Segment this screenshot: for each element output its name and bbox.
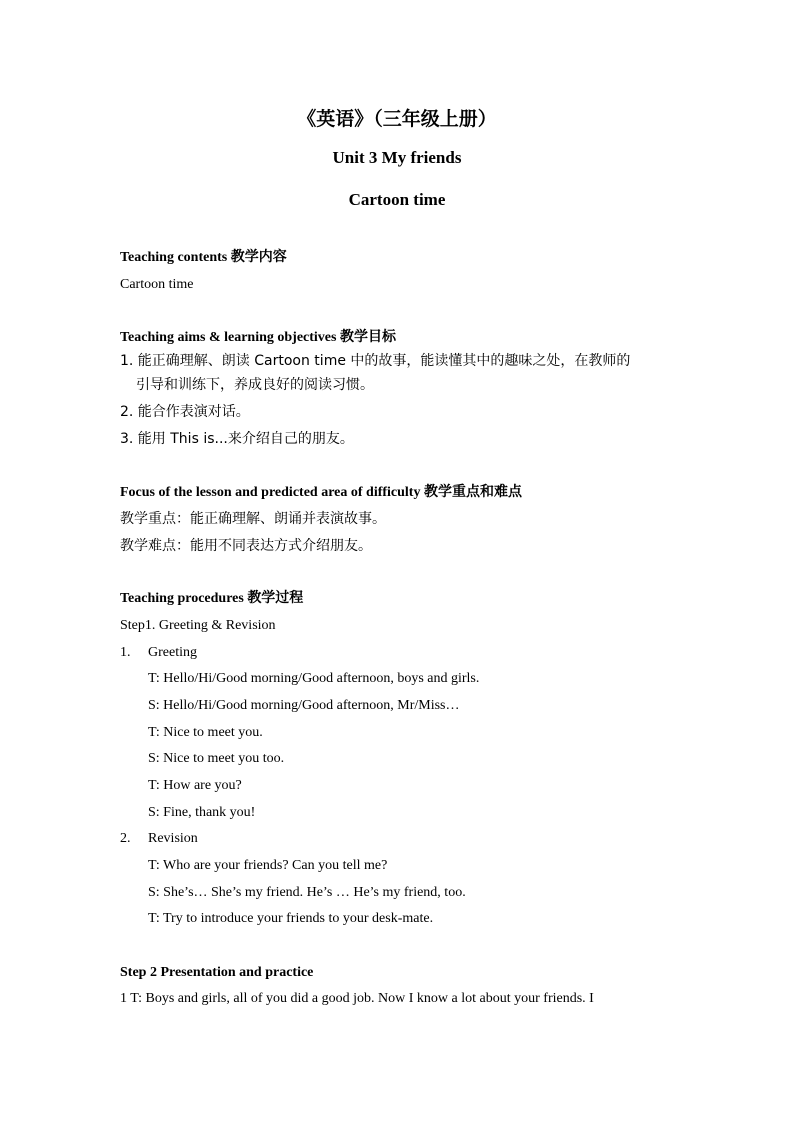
unit-title: Unit 3 My friends	[332, 148, 462, 167]
aims-item: 2. 能合作表演对话。	[120, 404, 250, 420]
dialogue-line: T: Nice to meet you.	[148, 725, 263, 740]
dialogue-line: T: Try to introduce your friends to your desk-mate.	[148, 911, 434, 926]
dialogue-line: S: Nice to meet you too.	[148, 751, 285, 766]
revision-subheading	[120, 830, 198, 848]
dialogue-line: T: Who are your friends? Can you tell me?	[148, 858, 388, 873]
focus-key-point: 教学重点：能正确理解、朗诵并表演故事。	[120, 511, 386, 527]
procedures-heading: Teaching procedures 教学过程	[120, 591, 304, 606]
focus-difficulty: 教学难点：能用不同表达方式介绍朋友。	[120, 538, 372, 554]
document-title: 《英语》（三年级上册）	[297, 109, 497, 130]
dialogue-line: S: She’s… She’s my friend. He’s … He’s my friend, too.	[148, 885, 466, 900]
dialogue-line: S: Hello/Hi/Good morning/Good afternoon, Mr/Miss…	[148, 698, 460, 713]
list-number: 1.	[120, 645, 131, 660]
focus-heading: Focus of the lesson and predicted area of difficulty 教学重点和难点	[120, 485, 522, 500]
aims-item-continued: 引导和训练下，养成良好的阅读习惯。	[136, 377, 374, 393]
greeting-subheading	[120, 644, 197, 662]
step1-heading: Step1. Greeting & Revision	[120, 618, 276, 633]
contents-heading: Teaching contents 教学内容	[120, 250, 287, 265]
aims-item: 3. 能用 This is...来介绍自己的朋友。	[120, 431, 354, 447]
lesson-title: Cartoon time	[348, 190, 446, 209]
dialogue-line: T: Hello/Hi/Good morning/Good afternoon, boys and girls.	[148, 671, 480, 686]
step2-heading: Step 2 Presentation and practice	[120, 965, 314, 980]
list-number: 2.	[120, 831, 131, 846]
greeting-label: Greeting	[148, 645, 197, 660]
revision-label: Revision	[148, 831, 198, 846]
aims-item: 1. 能正确理解、朗读 Cartoon time 中的故事，能读懂其中的趣味之处，在教师的	[120, 353, 631, 369]
aims-heading: Teaching aims & learning objectives 教学目标	[120, 330, 396, 345]
contents-text: Cartoon time	[120, 277, 194, 292]
dialogue-line: T: How are you?	[148, 778, 242, 793]
step2-text: 1 T: Boys and girls, all of you did a good job. Now I know a lot about your friends. I	[120, 991, 594, 1006]
dialogue-line: S: Fine, thank you!	[148, 805, 256, 820]
